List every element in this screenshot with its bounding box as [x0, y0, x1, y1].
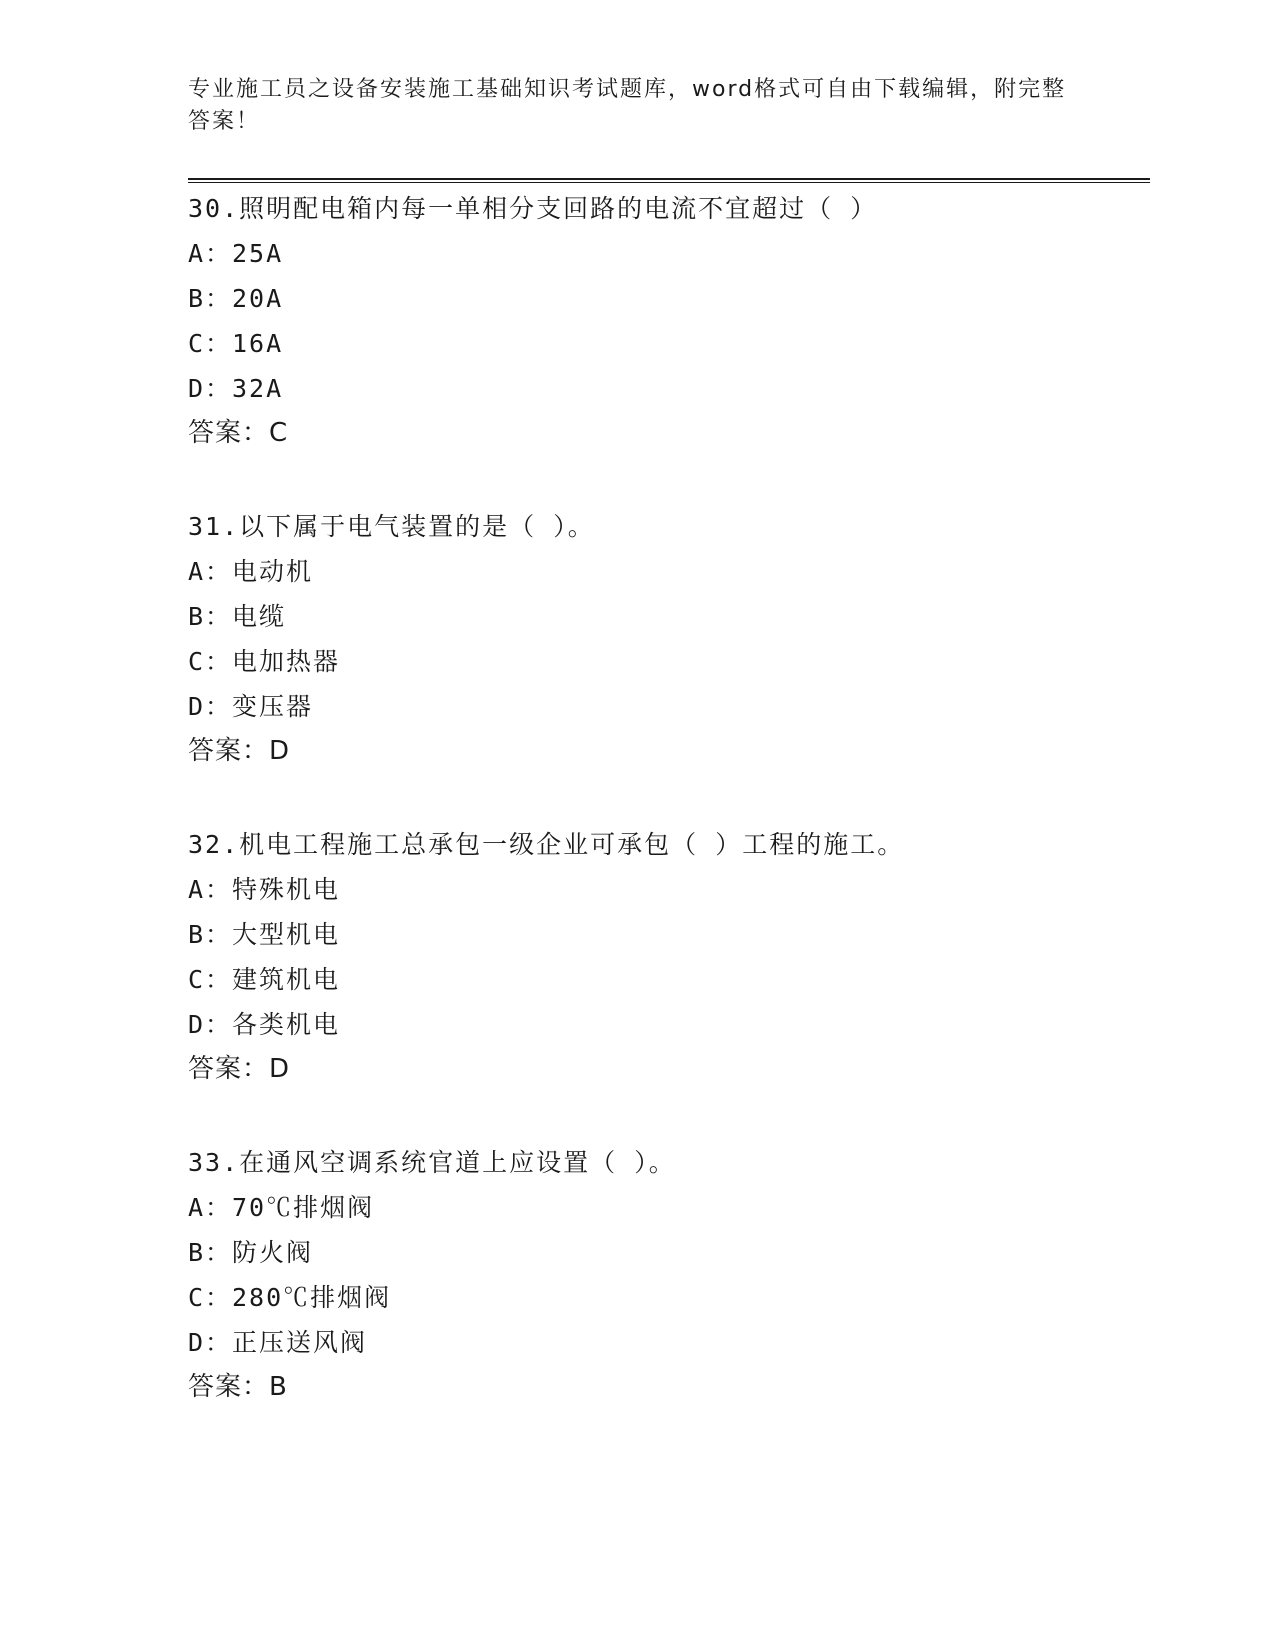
option-b: [188, 594, 1148, 639]
option-a: [188, 549, 1148, 594]
answer-line: 答案：D: [188, 1054, 291, 1084]
option-a: [188, 231, 1148, 276]
option-text: 变压器: [232, 692, 314, 721]
question-stem: 30.照明配电箱内每一单相分支回路的电流不宜超过（ ）: [188, 194, 878, 223]
option-label: D：: [188, 374, 233, 403]
header-divider: [188, 178, 1150, 184]
option-label: B：: [188, 1238, 233, 1267]
question-stem: 33.在通风空调系统官道上应设置（ ）。: [188, 1148, 676, 1177]
divider-line-thin: [188, 182, 1150, 183]
option-label: D：: [188, 692, 233, 721]
question-block: [188, 1140, 1148, 1410]
option-d: [188, 1320, 1148, 1365]
option-text: 16A: [232, 329, 284, 358]
question-block: [188, 186, 1148, 456]
document-header: 专业施工员之设备安装施工基础知识考试题库，word格式可自由下载编辑，附完整答案！: [188, 77, 1067, 134]
option-text: 32A: [232, 374, 284, 403]
option-label: D：: [188, 1328, 233, 1357]
option-a: [188, 1185, 1148, 1230]
option-text: 20A: [232, 284, 284, 313]
answer-line: 答案：B: [188, 1372, 288, 1402]
option-label: C：: [188, 647, 233, 676]
option-a: [188, 867, 1148, 912]
option-d: [188, 366, 1148, 411]
answer-line: 答案：D: [188, 736, 291, 766]
option-text: 电加热器: [232, 647, 341, 676]
option-b: [188, 912, 1148, 957]
option-text: 各类机电: [232, 1010, 341, 1039]
question-stem: 32.机电工程施工总承包一级企业可承包（ ）工程的施工。: [188, 830, 905, 859]
option-b: [188, 1230, 1148, 1275]
option-label: A：: [188, 557, 233, 586]
option-d: [188, 1002, 1148, 1047]
option-text: 防火阀: [232, 1238, 314, 1267]
option-b: [188, 276, 1148, 321]
option-label: C：: [188, 329, 233, 358]
option-label: B：: [188, 284, 233, 313]
option-label: D：: [188, 1010, 233, 1039]
option-text: 电动机: [232, 557, 314, 586]
answer-line: 答案：C: [188, 418, 289, 448]
option-c: [188, 321, 1148, 366]
option-text: 25A: [232, 239, 284, 268]
option-text: 大型机电: [232, 920, 341, 949]
option-label: C：: [188, 965, 233, 994]
option-label: A：: [188, 1193, 233, 1222]
option-label: C：: [188, 1283, 233, 1312]
option-text: 70℃排烟阀: [232, 1193, 375, 1222]
question-stem: 31.以下属于电气装置的是（ ）。: [188, 512, 595, 541]
option-text: 特殊机电: [232, 875, 341, 904]
question-block: [188, 822, 1148, 1092]
option-label: B：: [188, 602, 233, 631]
option-label: A：: [188, 239, 233, 268]
option-text: 280℃排烟阀: [232, 1283, 392, 1312]
option-c: [188, 957, 1148, 1002]
option-c: [188, 1275, 1148, 1320]
divider-line-thick: [188, 178, 1150, 180]
option-text: 建筑机电: [232, 965, 341, 994]
option-text: 电缆: [232, 602, 287, 631]
option-c: [188, 639, 1148, 684]
question-block: [188, 504, 1148, 774]
option-label: A：: [188, 875, 233, 904]
option-text: 正压送风阀: [232, 1328, 368, 1357]
option-d: [188, 684, 1148, 729]
option-label: B：: [188, 920, 233, 949]
